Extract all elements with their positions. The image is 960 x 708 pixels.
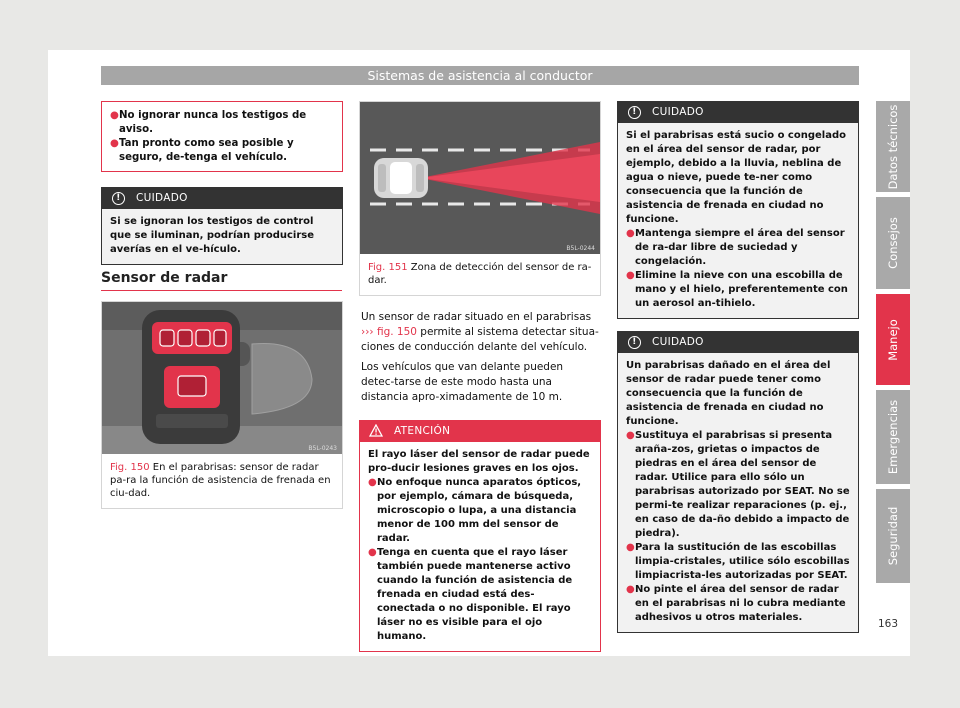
exclamation-circle-icon: ! — [628, 336, 641, 349]
radar-zone-image: B5L-0244 — [360, 102, 600, 254]
list-item: ● Sustituya el parabrisas si presenta araña-zos, grietas o impactos de piedras en el área del sensor de radar. Utilice para ello sólo un parabrisas autorizado por SEAT. No se permi-te realizar reparaciones (p. ej., en caso de da-ño debido a impacto de piedra). — [626, 430, 850, 539]
page-number: 163 — [878, 618, 899, 630]
bullet-icon: ● — [110, 138, 119, 149]
warning-box — [359, 420, 601, 652]
column-left — [101, 101, 343, 265]
list-item: ● Elimine la nieve con una escobilla de mano y el hielo, preferentemente con un aerosol an-tihielo. — [626, 270, 848, 309]
exclamation-circle-icon: ! — [112, 192, 125, 205]
figure-151 — [359, 101, 601, 296]
bullet-icon: ● — [626, 584, 635, 595]
section-divider — [101, 290, 342, 291]
exclamation-circle-icon: ! — [628, 106, 641, 119]
tab-manejo[interactable]: Manejo — [876, 294, 910, 385]
list-item: ● Tan pronto como sea posible y seguro, de-tenga el vehículo. — [110, 138, 294, 163]
bullet-icon: ● — [626, 542, 635, 553]
caution-text: Si se ignoran los testigos de control que se iluminan, podrían producirse averías en el ve-hículo. — [110, 216, 314, 255]
paragraph: Un sensor de radar situado en el parabrisas ››› fig. 150 permite al sistema detectar situa-ciones de conducción delante del vehículo. — [361, 311, 599, 353]
bullet-icon: ● — [626, 228, 635, 239]
list-item: ● Mantenga siempre el área del sensor de ra-dar libre de suciedad y congelación. — [626, 228, 845, 267]
list-item: ● Tenga en cuenta que el rayo láser también puede mantenerse activo cuando la función de asistencia de frenada en ciudad está des-conectada o no disponible. El rayo láser no es visible para el ojo humano. — [368, 547, 573, 642]
figure-caption: Fig. 151 Zona de detección del sensor de ra-dar. — [368, 262, 592, 286]
paragraph: Los vehículos que van delante pueden detec-tarse de este modo hasta una distancia apro-ximadamente de 10 m. — [361, 361, 564, 403]
list-item: ● No pinte el área del sensor de radar en el parabrisas ni lo cubra mediante adhesivos u otros materiales. — [626, 584, 846, 623]
figure-link[interactable]: fig. 150 — [376, 326, 417, 338]
detection-zone-illustration — [360, 102, 600, 254]
caution-header: ! CUIDADO — [618, 332, 858, 353]
list-item: ● No enfoque nunca aparatos ópticos, por ejemplo, cámara de búsqueda, microscopio o lupa, a una distancia menor de 100 mm del sensor de radar. — [368, 477, 582, 544]
tab-emergencias[interactable]: Emergencias — [876, 390, 910, 484]
radar-description — [359, 310, 601, 405]
caution-header: ! CUIDADO — [618, 102, 858, 123]
tab-seguridad[interactable]: Seguridad — [876, 489, 910, 583]
bullet-icon: ● — [110, 110, 119, 121]
caution-box — [617, 101, 859, 319]
chapter-header: Sistemas de asistencia al conductor — [101, 66, 859, 85]
column-middle — [359, 101, 601, 652]
figure-caption: Fig. 150 En el parabrisas: sensor de radar pa-ra la función de asistencia de frenada en ciu-dad. — [110, 462, 331, 499]
warning-header: ATENCIÓN — [360, 421, 600, 442]
warning-reminder-list — [101, 101, 343, 172]
caution-header: ! CUIDADO — [102, 188, 342, 209]
warning-triangle-icon — [369, 424, 383, 437]
warning-text: El rayo láser del sensor de radar puede pro-ducir lesiones graves en los ojos. ● No enfoque nunca aparatos ópticos, por ejemplo, cámara de búsqueda, microscopio o lupa, a una distancia menor de 100 mm del sensor de radar. ● Tenga en cuenta que el rayo láser también puede mantenerse activo cuando la función de asistencia de frenada en ciudad está des-conectada o no disponible. El rayo láser no es visible para el ojo humano. — [360, 442, 600, 651]
tab-datos-tecnicos[interactable]: Datos técnicos — [876, 101, 910, 192]
radar-sensor-illustration — [102, 302, 342, 454]
bullet-icon: ● — [368, 477, 377, 488]
list-item: ● Para la sustitución de las escobillas limpia-cristales, utilice sólo escobillas limpiacrista-les autorizadas por SEAT. — [626, 542, 850, 581]
bullet-icon: ● — [626, 430, 635, 441]
caution-box — [617, 331, 859, 633]
caution-box — [101, 187, 343, 265]
caution-text: Un parabrisas dañado en el área del sensor de radar puede tener como consecuencia que la función de asistencia de frenada en ciudad no funcione. ● Sustituya el parabrisas si presenta araña-zos, grietas o impactos de piedras en el área del sensor de radar. Utilice para ello sólo un parabrisas autorizado por SEAT. No se permi-te realizar reparaciones (p. ej., en caso de da-ño debido a impacto de piedra). ● Para la sustitución de las escobillas limpia-cristales, utilice sólo escobillas limpiacrista-les autorizadas por SEAT. ● No pinte el área del sensor de radar en el parabrisas ni lo cubra mediante adhesivos u otros materiales. — [626, 360, 850, 623]
figure-150 — [101, 301, 343, 509]
radar-sensor-image: B5L-0243 — [102, 302, 342, 454]
bullet-icon: ● — [626, 270, 635, 281]
tab-consejos[interactable]: Consejos — [876, 197, 910, 289]
section-title: Sensor de radar — [101, 270, 228, 286]
bullet-icon: ● — [368, 547, 377, 558]
caution-text: Si el parabrisas está sucio o congelado en el área del sensor de radar, por ejemplo, debido a la lluvia, neblina de agua o nieve, puede te-ner como consecuencia que la función de asistencia de frenada en ciudad no funcione. ● Mantenga siempre el área del sensor de ra-dar libre de suciedad y congelación. ● Elimine la nieve con una escobilla de mano y el hielo, preferentemente con un aerosol an-tihielo. — [618, 123, 858, 318]
list-item: ● No ignorar nunca los testigos de aviso. — [110, 110, 307, 135]
column-right — [617, 101, 859, 633]
